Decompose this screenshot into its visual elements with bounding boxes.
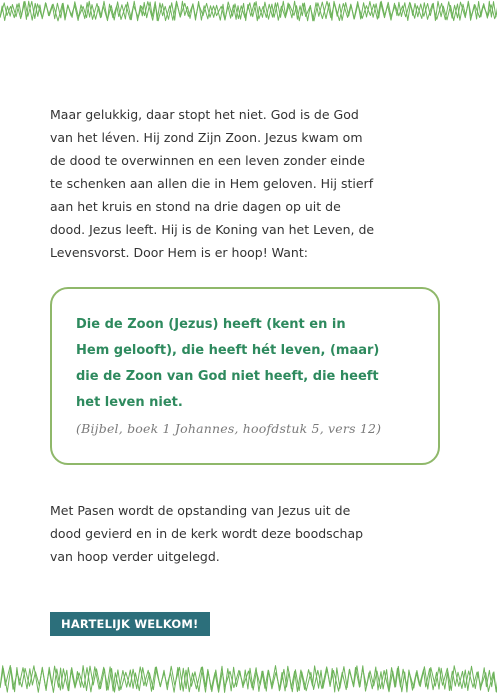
intro-line: aan het kruis en stond na drie dagen op uit de — [50, 199, 341, 214]
bottom-decorative-border — [0, 664, 497, 694]
closing-line: van hoop verder uitgelegd. — [50, 549, 220, 564]
quote-line: Die de Zoon (Jezus) heeft (kent en in — [76, 317, 346, 332]
intro-line: te schenken aan allen die in Hem geloven. Hij stierf — [50, 176, 374, 191]
intro-line: Maar gelukkig, daar stopt het niet. God is de God — [50, 107, 359, 122]
intro-line: Levensvorst. Door Hem is er hoop! Want: — [50, 245, 308, 260]
quote-line: het leven niet. — [76, 395, 183, 410]
welcome-banner: HARTELIJK WELKOM! — [50, 612, 210, 636]
quote-line: Hem gelooft), die heeft hét leven, (maar) — [76, 343, 380, 358]
closing-paragraph — [50, 499, 455, 568]
bible-quote-text — [76, 312, 411, 416]
intro-line: dood. Jezus leeft. Hij is de Koning van het Leven, de — [50, 222, 375, 237]
closing-line: Met Pasen wordt de opstanding van Jezus uit de — [50, 503, 351, 518]
intro-paragraph — [50, 103, 455, 264]
bible-quote-box — [50, 287, 440, 465]
bible-quote-source: (Bijbel, boek 1 Johannes, hoofdstuk 5, vers 12) — [76, 421, 382, 436]
closing-line: dood gevierd en in de kerk wordt deze boodschap — [50, 526, 364, 541]
top-decorative-border — [0, 0, 497, 22]
scribble-line — [0, 666, 497, 693]
quote-line: die de Zoon van God niet heeft, die heeft — [76, 369, 379, 384]
intro-line: van het léven. Hij zond Zijn Zoon. Jezus kwam om — [50, 130, 363, 145]
intro-line: de dood te overwinnen en een leven zonder einde — [50, 153, 365, 168]
